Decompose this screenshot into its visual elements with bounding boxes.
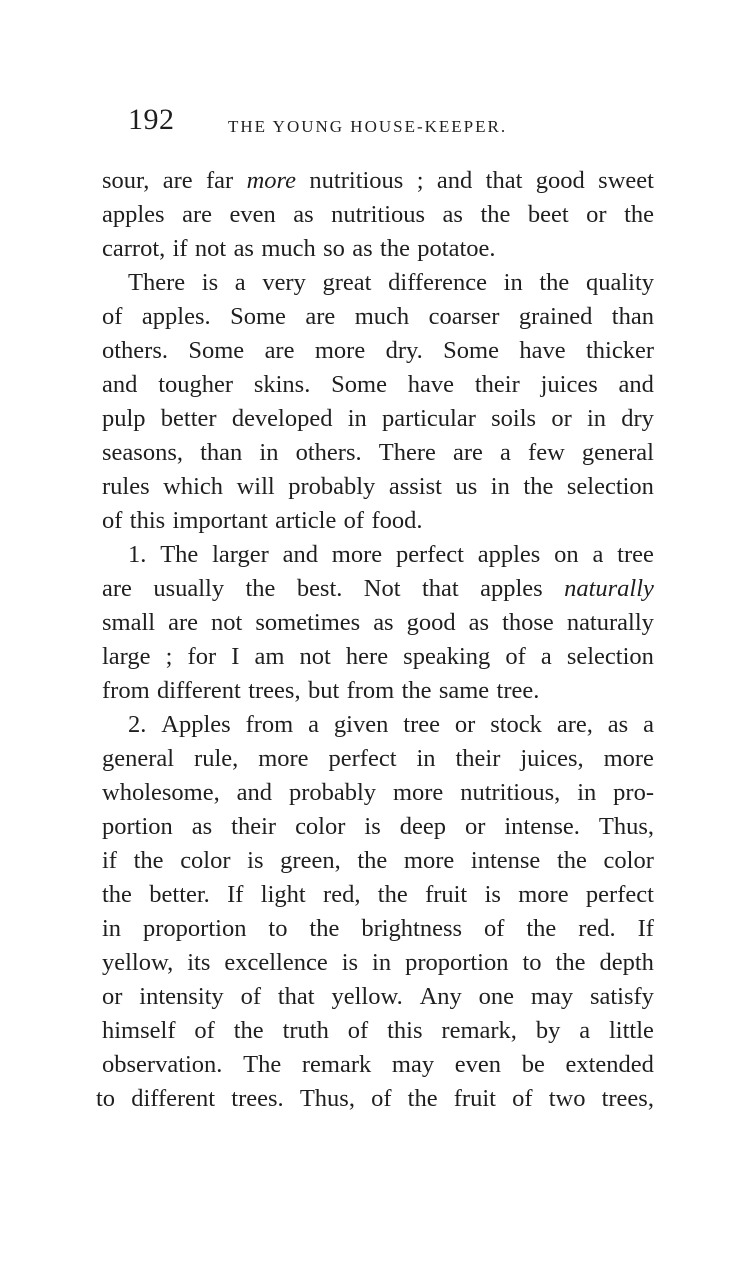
text-line: pulp better developed in particular soils or in dry (102, 405, 654, 432)
text-line: himself of the truth of this remark, by a little (102, 1017, 654, 1044)
text-line: general rule, more perfect in their juices, more (102, 745, 654, 772)
text-line: observation. The remark may even be extended (102, 1051, 654, 1078)
page-number: 192 (128, 103, 175, 136)
text-line: 1. The larger and more perfect apples on a tree (128, 541, 654, 568)
text-line: of this important article of food. (102, 507, 423, 534)
text-line: and tougher skins. Some have their juices and (102, 371, 654, 398)
text-line: others. Some are more dry. Some have thicker (102, 337, 654, 364)
text-line: 2. Apples from a given tree or stock are, as a (128, 711, 654, 738)
text-line: of apples. Some are much coarser grained than (102, 303, 654, 330)
text-line: portion as their color is deep or intense. Thus, (102, 813, 654, 840)
text-line: small are not sometimes as good as those naturally (102, 609, 654, 636)
text-line: carrot, if not as much so as the potatoe. (102, 235, 496, 262)
text-line: to different trees. Thus, of the fruit of two trees, (96, 1085, 654, 1112)
text-line: apples are even as nutritious as the beet or the (102, 201, 654, 228)
body-text (96, 164, 654, 1116)
text-line: yellow, its excellence is in proportion to the depth (102, 949, 654, 976)
text-line: sour, are far more nutritious ; and that good sweet (102, 167, 654, 194)
text-line: There is a very great difference in the quality (128, 269, 654, 296)
text-line: in proportion to the brightness of the red. If (102, 915, 654, 942)
text-line: seasons, than in others. There are a few general (102, 439, 654, 466)
text-line: the better. If light red, the fruit is more perfect (102, 881, 654, 908)
text-line: rules which will probably assist us in the selection (102, 473, 654, 500)
text-line: are usually the best. Not that apples naturally (102, 575, 654, 602)
text-line: if the color is green, the more intense the color (102, 847, 654, 874)
text-line: or intensity of that yellow. Any one may satisfy (102, 983, 654, 1010)
text-line: large ; for I am not here speaking of a selection (102, 643, 654, 670)
text-line: wholesome, and probably more nutritious, in pro- (102, 779, 654, 806)
text-line: from different trees, but from the same tree. (102, 677, 540, 704)
running-head: THE YOUNG HOUSE-KEEPER. (228, 117, 508, 136)
